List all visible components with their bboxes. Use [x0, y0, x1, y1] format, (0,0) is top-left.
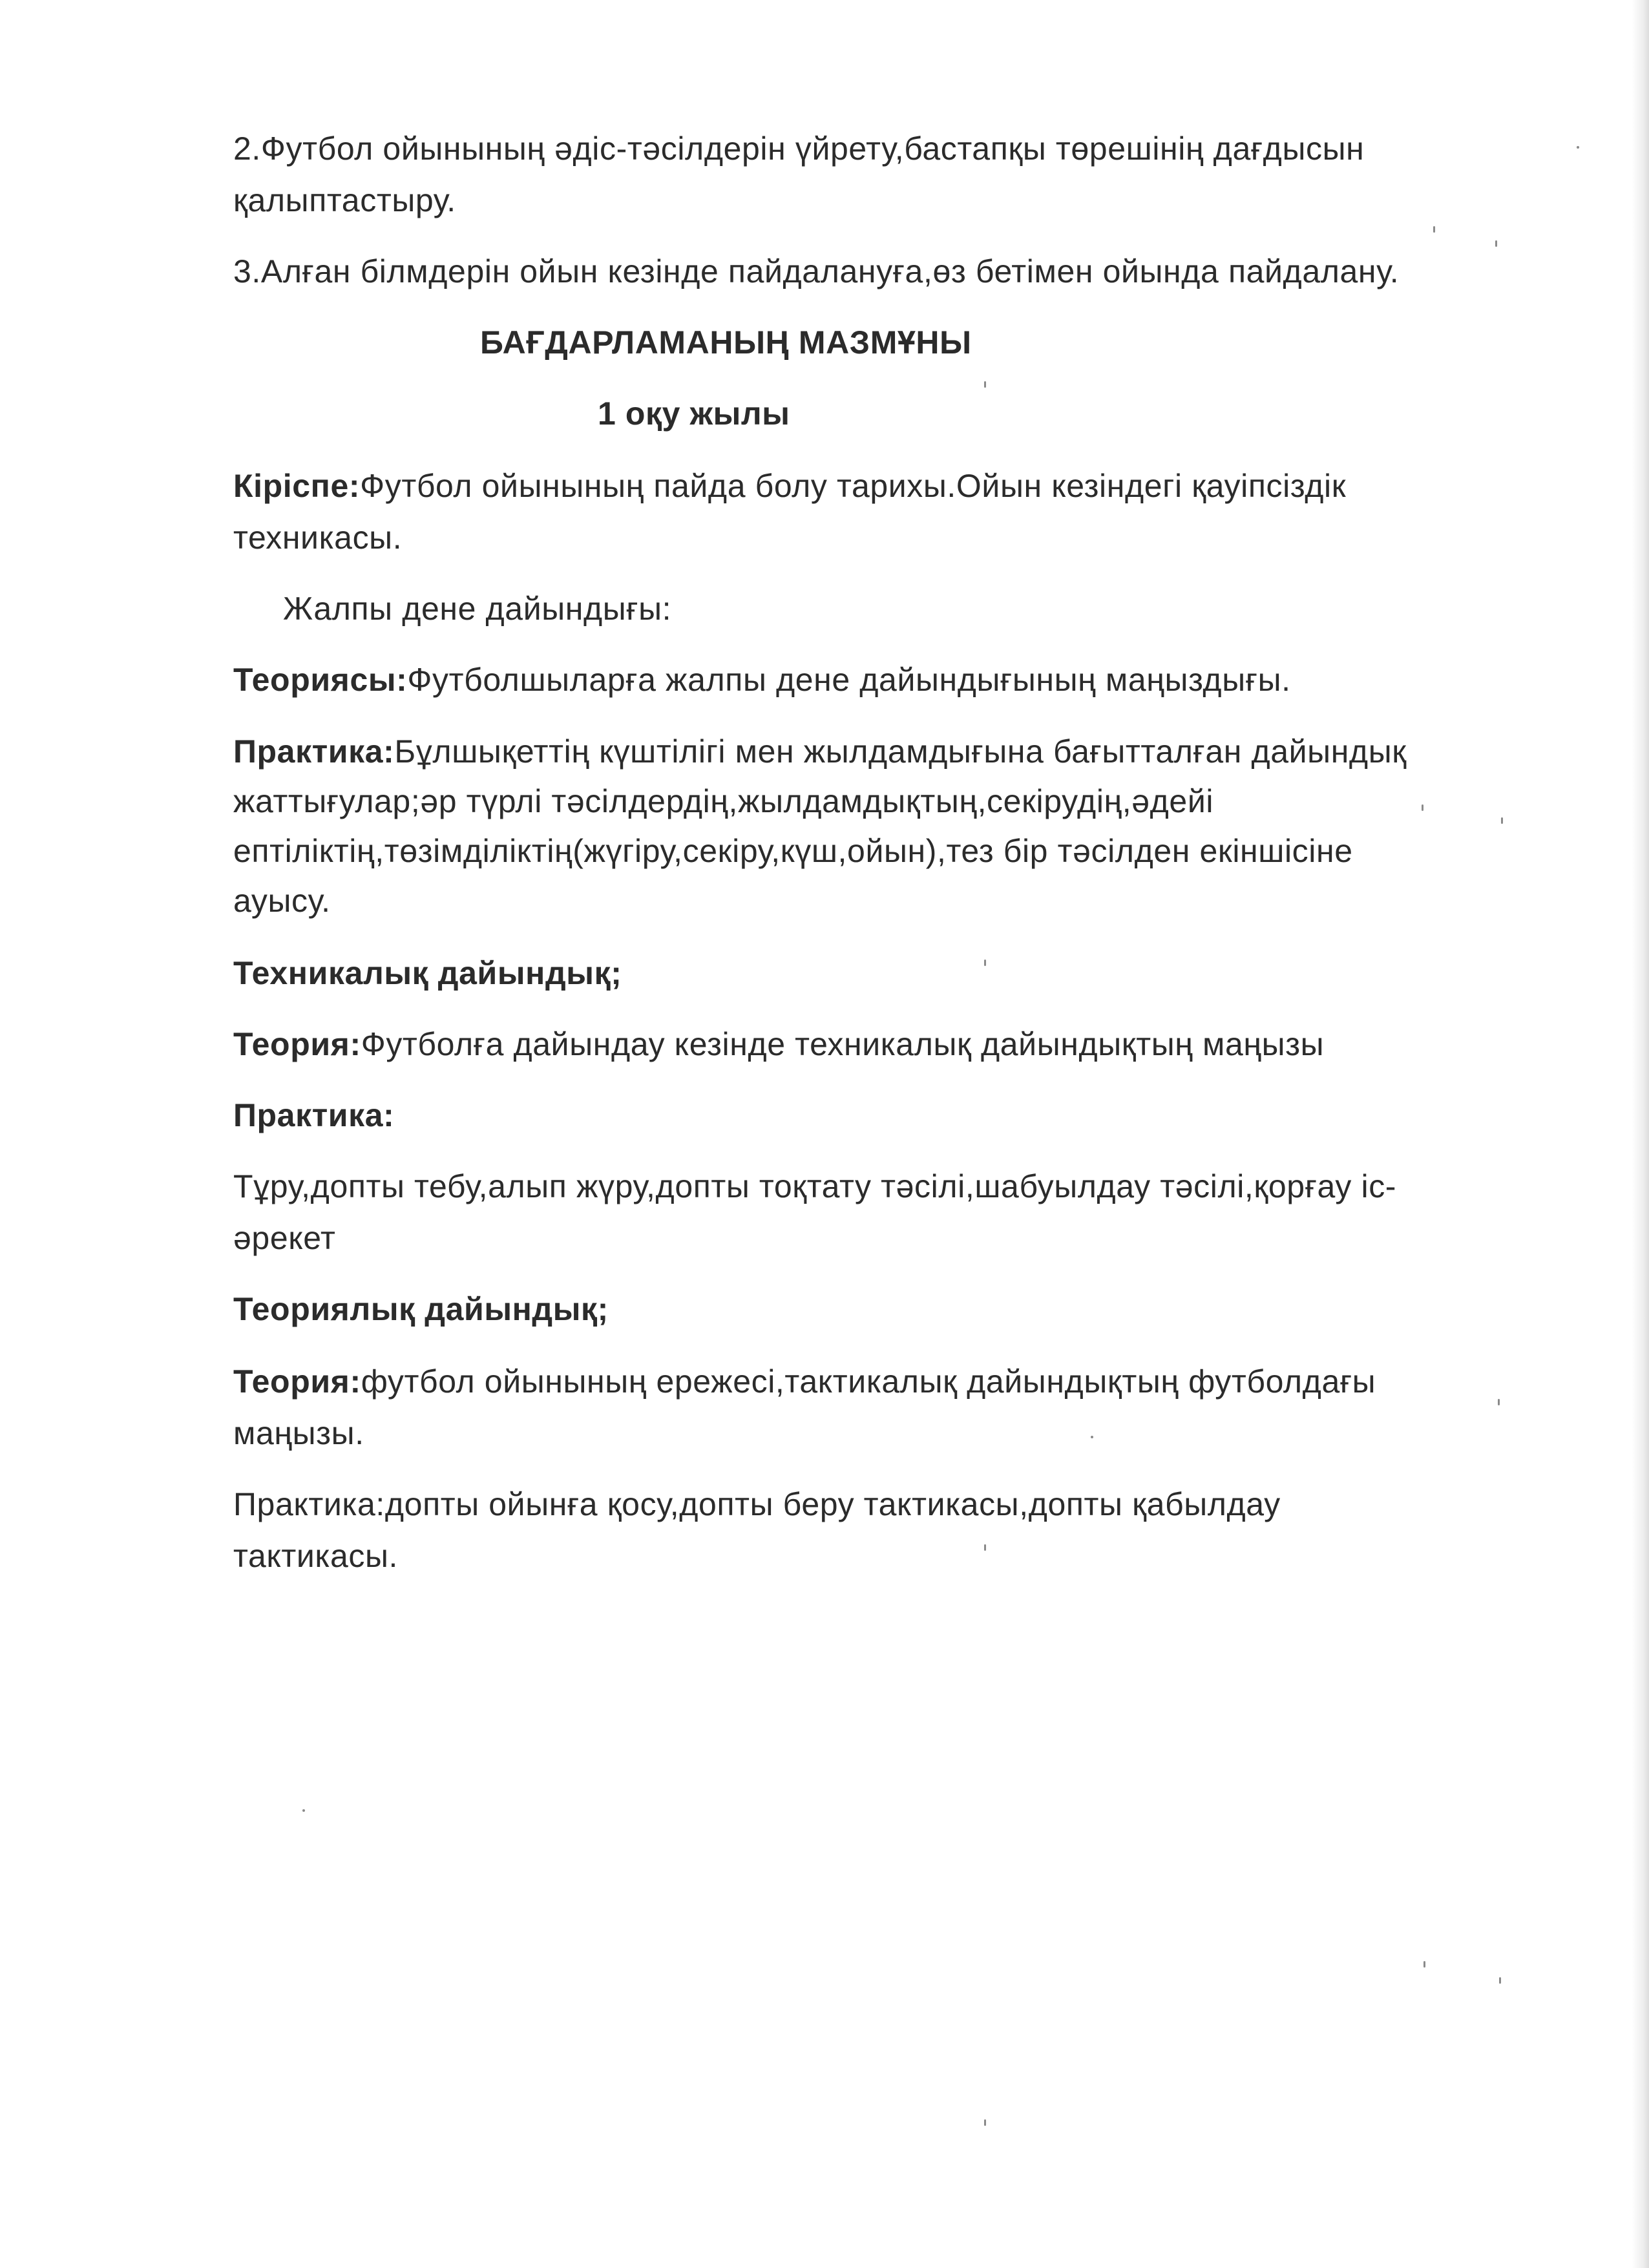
scan-speck: [984, 960, 986, 966]
general-practice-line-4: ауысу.: [233, 883, 331, 919]
general-practice-line-1: [233, 732, 1407, 771]
scan-speck: [1577, 146, 1579, 149]
general-practice-text: Бұлшықеттің күштілігі мен жылдамдығына бағытталған дайындық: [394, 733, 1407, 770]
technical-practice-label: Практика:: [233, 1097, 395, 1133]
general-practice-line-2: жаттығулар;әр түрлі тәсілдердің,жылдамдықтың,секірудің,әдейі: [233, 783, 1214, 819]
general-theory: [233, 660, 1291, 699]
theoretical-theory-label: Теория:: [233, 1363, 361, 1400]
intro-line-1: [233, 467, 1346, 505]
goal-2-line-2: қалыптастыру.: [233, 182, 456, 218]
theoretical-theory-text: футбол ойынының ережесі,тактикалық дайындықтың футболдағы: [361, 1363, 1376, 1400]
general-practice-line-3: ептіліктің,төзімділіктің(жүгіру,секіру,күш,ойын),тез бір тәсілден екіншісіне: [233, 833, 1353, 869]
scan-speck: [1422, 804, 1423, 811]
scan-speck: [1495, 240, 1497, 247]
intro-line-2: техникасы.: [233, 520, 403, 556]
scan-speck: [984, 2119, 986, 2126]
theoretical-theory-line-2: маңызы.: [233, 1415, 364, 1451]
general-theory-label: Теориясы:: [233, 662, 408, 698]
scan-speck: [1433, 226, 1435, 233]
scan-speck: [1091, 1436, 1093, 1438]
theoretical-theory-line-1: [233, 1362, 1376, 1401]
scan-speck: [984, 381, 986, 388]
theoretical-heading: Теориялық дайындық;: [233, 1291, 609, 1327]
scan-speck: [1501, 817, 1503, 824]
intro-text: Футбол ойынының пайда болу тарихы.Ойын кезіндегі қауіпсіздік: [360, 468, 1347, 504]
scan-speck: [1423, 1961, 1425, 1968]
goal-3: 3.Алған білмдерін ойын кезінде пайдалануға,өз бетімен ойында пайдалану.: [233, 253, 1400, 289]
technical-theory-label: Теория:: [233, 1026, 361, 1062]
scan-speck: [1498, 1399, 1500, 1405]
technical-practice-line-2: әрекет: [233, 1220, 336, 1256]
theoretical-practice-line-1: Практика:допты ойынға қосу,допты беру тактикасы,допты қабылдау: [233, 1486, 1281, 1522]
scan-speck: [302, 1809, 305, 1812]
scan-speck: [984, 1544, 986, 1551]
theoretical-practice-line-2: тактикасы.: [233, 1538, 399, 1574]
technical-heading: Техникалық дайындық;: [233, 955, 622, 991]
scan-edge-shadow: [1632, 0, 1649, 2268]
technical-theory: [233, 1025, 1324, 1064]
year-title: 1 оқу жылы: [598, 395, 790, 432]
goal-2-line-1: 2.Футбол ойынының әдіс-тәсілдерін үйрету,бастапқы төрешінің дағдысын: [233, 131, 1365, 167]
intro-label: Кіріспе:: [233, 468, 361, 504]
general-practice-label: Практика:: [233, 733, 395, 770]
general-training-heading: Жалпы дене дайындығы:: [283, 591, 672, 627]
technical-practice-line-1: Тұру,допты тебу,алып жүру,допты тоқтату тәсілі,шабуылдау тәсілі,қорғау іс-: [233, 1168, 1397, 1204]
general-theory-text: Футболшыларға жалпы дене дайындығының маңыздығы.: [407, 662, 1291, 698]
scan-speck: [1499, 1977, 1501, 1984]
technical-theory-text: Футболға дайындау кезінде техникалық дайындықтың маңызы: [361, 1026, 1325, 1062]
program-title: БАҒДАРЛАМАНЫҢ МАЗМҰНЫ: [480, 324, 972, 361]
